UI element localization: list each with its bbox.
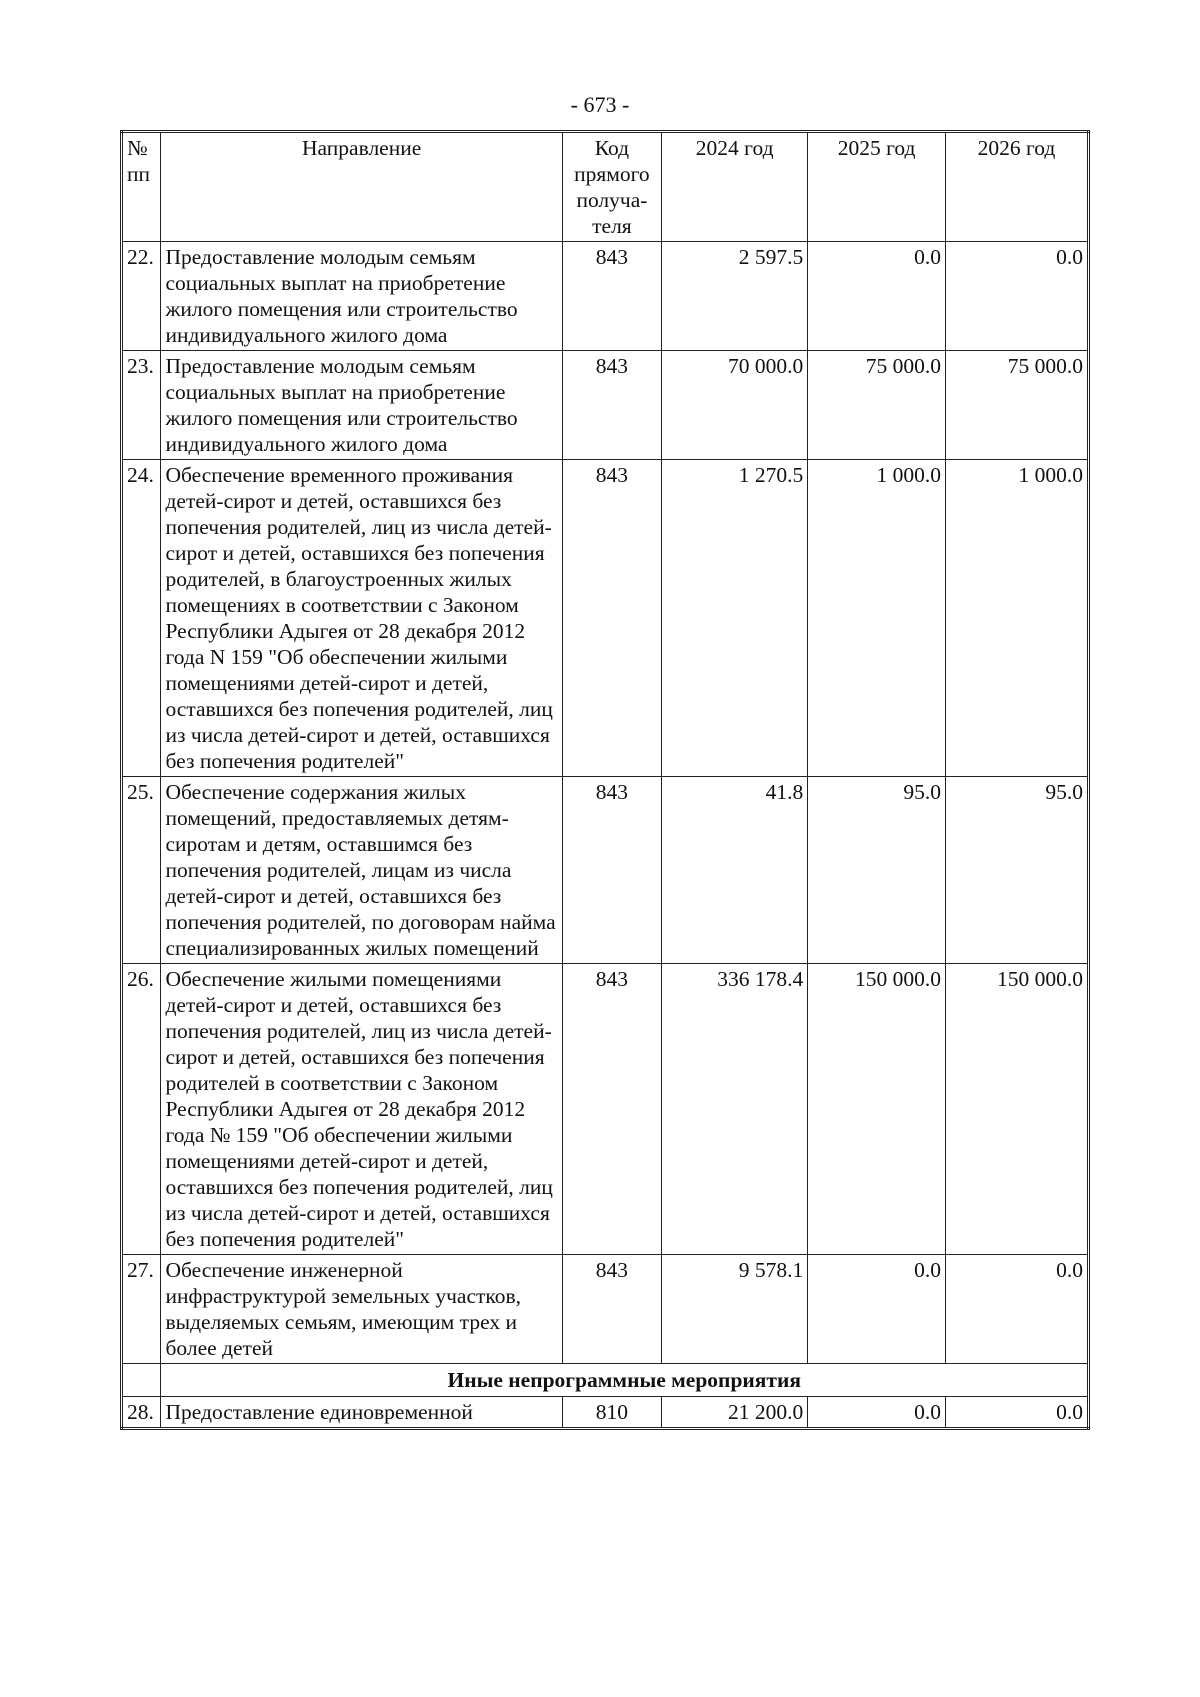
row-2024: 1 270.5 [662,460,808,777]
row-2024: 70 000.0 [662,351,808,460]
row-2026: 150 000.0 [945,964,1088,1255]
row-code: 843 [562,777,661,964]
row-2025: 0.0 [808,1255,946,1364]
row-2026: 0.0 [945,1397,1088,1429]
table-row [122,777,1089,964]
table-row [122,242,1089,351]
section-row [122,1364,1089,1397]
row-code: 843 [562,242,661,351]
row-code: 843 [562,460,661,777]
row-2025: 75 000.0 [808,351,946,460]
section-title: Иные непрограммные мероприятия [161,1364,1089,1397]
row-direction: Обеспечение временного проживания детей-сирот и детей, оставшихся без попечения родителей, лиц из числа детей-сирот и детей, оставшихся без попечения родителей, в благоустроенных жилых помещениях в соответствии с Законом Республики Адыгея от 28 декабря 2012 года N 159 "Об обеспечении жилыми помещениями детей-сирот и детей, оставшихся без попечения родителей, лиц из числа детей-сирот и детей, оставшихся без попечения родителей" [161,460,562,777]
table-row [122,964,1089,1255]
header-2026: 2026 год [945,132,1088,242]
budget-table [120,130,1090,1430]
row-2024: 2 597.5 [662,242,808,351]
table-row [122,1397,1089,1429]
row-2026: 95.0 [945,777,1088,964]
header-num: № пп [122,132,161,242]
table-header-row [122,132,1089,242]
row-code: 843 [562,964,661,1255]
row-direction: Предоставление молодым семьям социальных выплат на приобретение жилого помещения или строительство индивидуального жилого дома [161,351,562,460]
row-direction: Предоставление молодым семьям социальных выплат на приобретение жилого помещения или строительство индивидуального жилого дома [161,242,562,351]
row-num: 27. [122,1255,161,1364]
row-2024: 9 578.1 [662,1255,808,1364]
table-row [122,1255,1089,1364]
header-direction: Направление [161,132,562,242]
table-row [122,460,1089,777]
row-2026: 75 000.0 [945,351,1088,460]
row-2024: 41.8 [662,777,808,964]
row-2024: 336 178.4 [662,964,808,1255]
row-2025: 95.0 [808,777,946,964]
row-2024: 21 200.0 [662,1397,808,1429]
row-direction: Обеспечение инженерной инфраструктурой земельных участков, выделяемых семьям, имеющим трех и более детей [161,1255,562,1364]
header-code: Код прямого получа-теля [562,132,661,242]
row-2025: 0.0 [808,242,946,351]
row-2026: 0.0 [945,1255,1088,1364]
row-direction: Обеспечение жилыми помещениями детей-сирот и детей, оставшихся без попечения родителей, лиц из числа детей-сирот и детей, оставшихся без попечения родителей в соответствии с Законом Республики Адыгея от 28 декабря 2012 года № 159 "Об обеспечении жилыми помещениями детей-сирот и детей, оставшихся без попечения родителей, лиц из числа детей-сирот и детей, оставшихся без попечения родителей" [161,964,562,1255]
row-num: 25. [122,777,161,964]
row-2025: 0.0 [808,1397,946,1429]
row-code: 843 [562,1255,661,1364]
row-num: 23. [122,351,161,460]
row-code: 843 [562,351,661,460]
row-2026: 1 000.0 [945,460,1088,777]
row-direction: Обеспечение содержания жилых помещений, предоставляемых детям-сиротам и детям, оставшимся без попечения родителей, лицам из числа детей-сирот и детей, оставшихся без попечения родителей, по договорам найма специализированных жилых помещений [161,777,562,964]
row-num: 22. [122,242,161,351]
header-2024: 2024 год [662,132,808,242]
row-num: 24. [122,460,161,777]
row-2025: 150 000.0 [808,964,946,1255]
row-direction: Предоставление единовременной [161,1397,562,1429]
section-num-cell [122,1364,161,1397]
page-number: - 673 - [570,92,630,117]
header-2025: 2025 год [808,132,946,242]
row-2025: 1 000.0 [808,460,946,777]
table-row [122,351,1089,460]
row-num: 28. [122,1397,161,1429]
row-code: 810 [562,1397,661,1429]
row-num: 26. [122,964,161,1255]
row-2026: 0.0 [945,242,1088,351]
